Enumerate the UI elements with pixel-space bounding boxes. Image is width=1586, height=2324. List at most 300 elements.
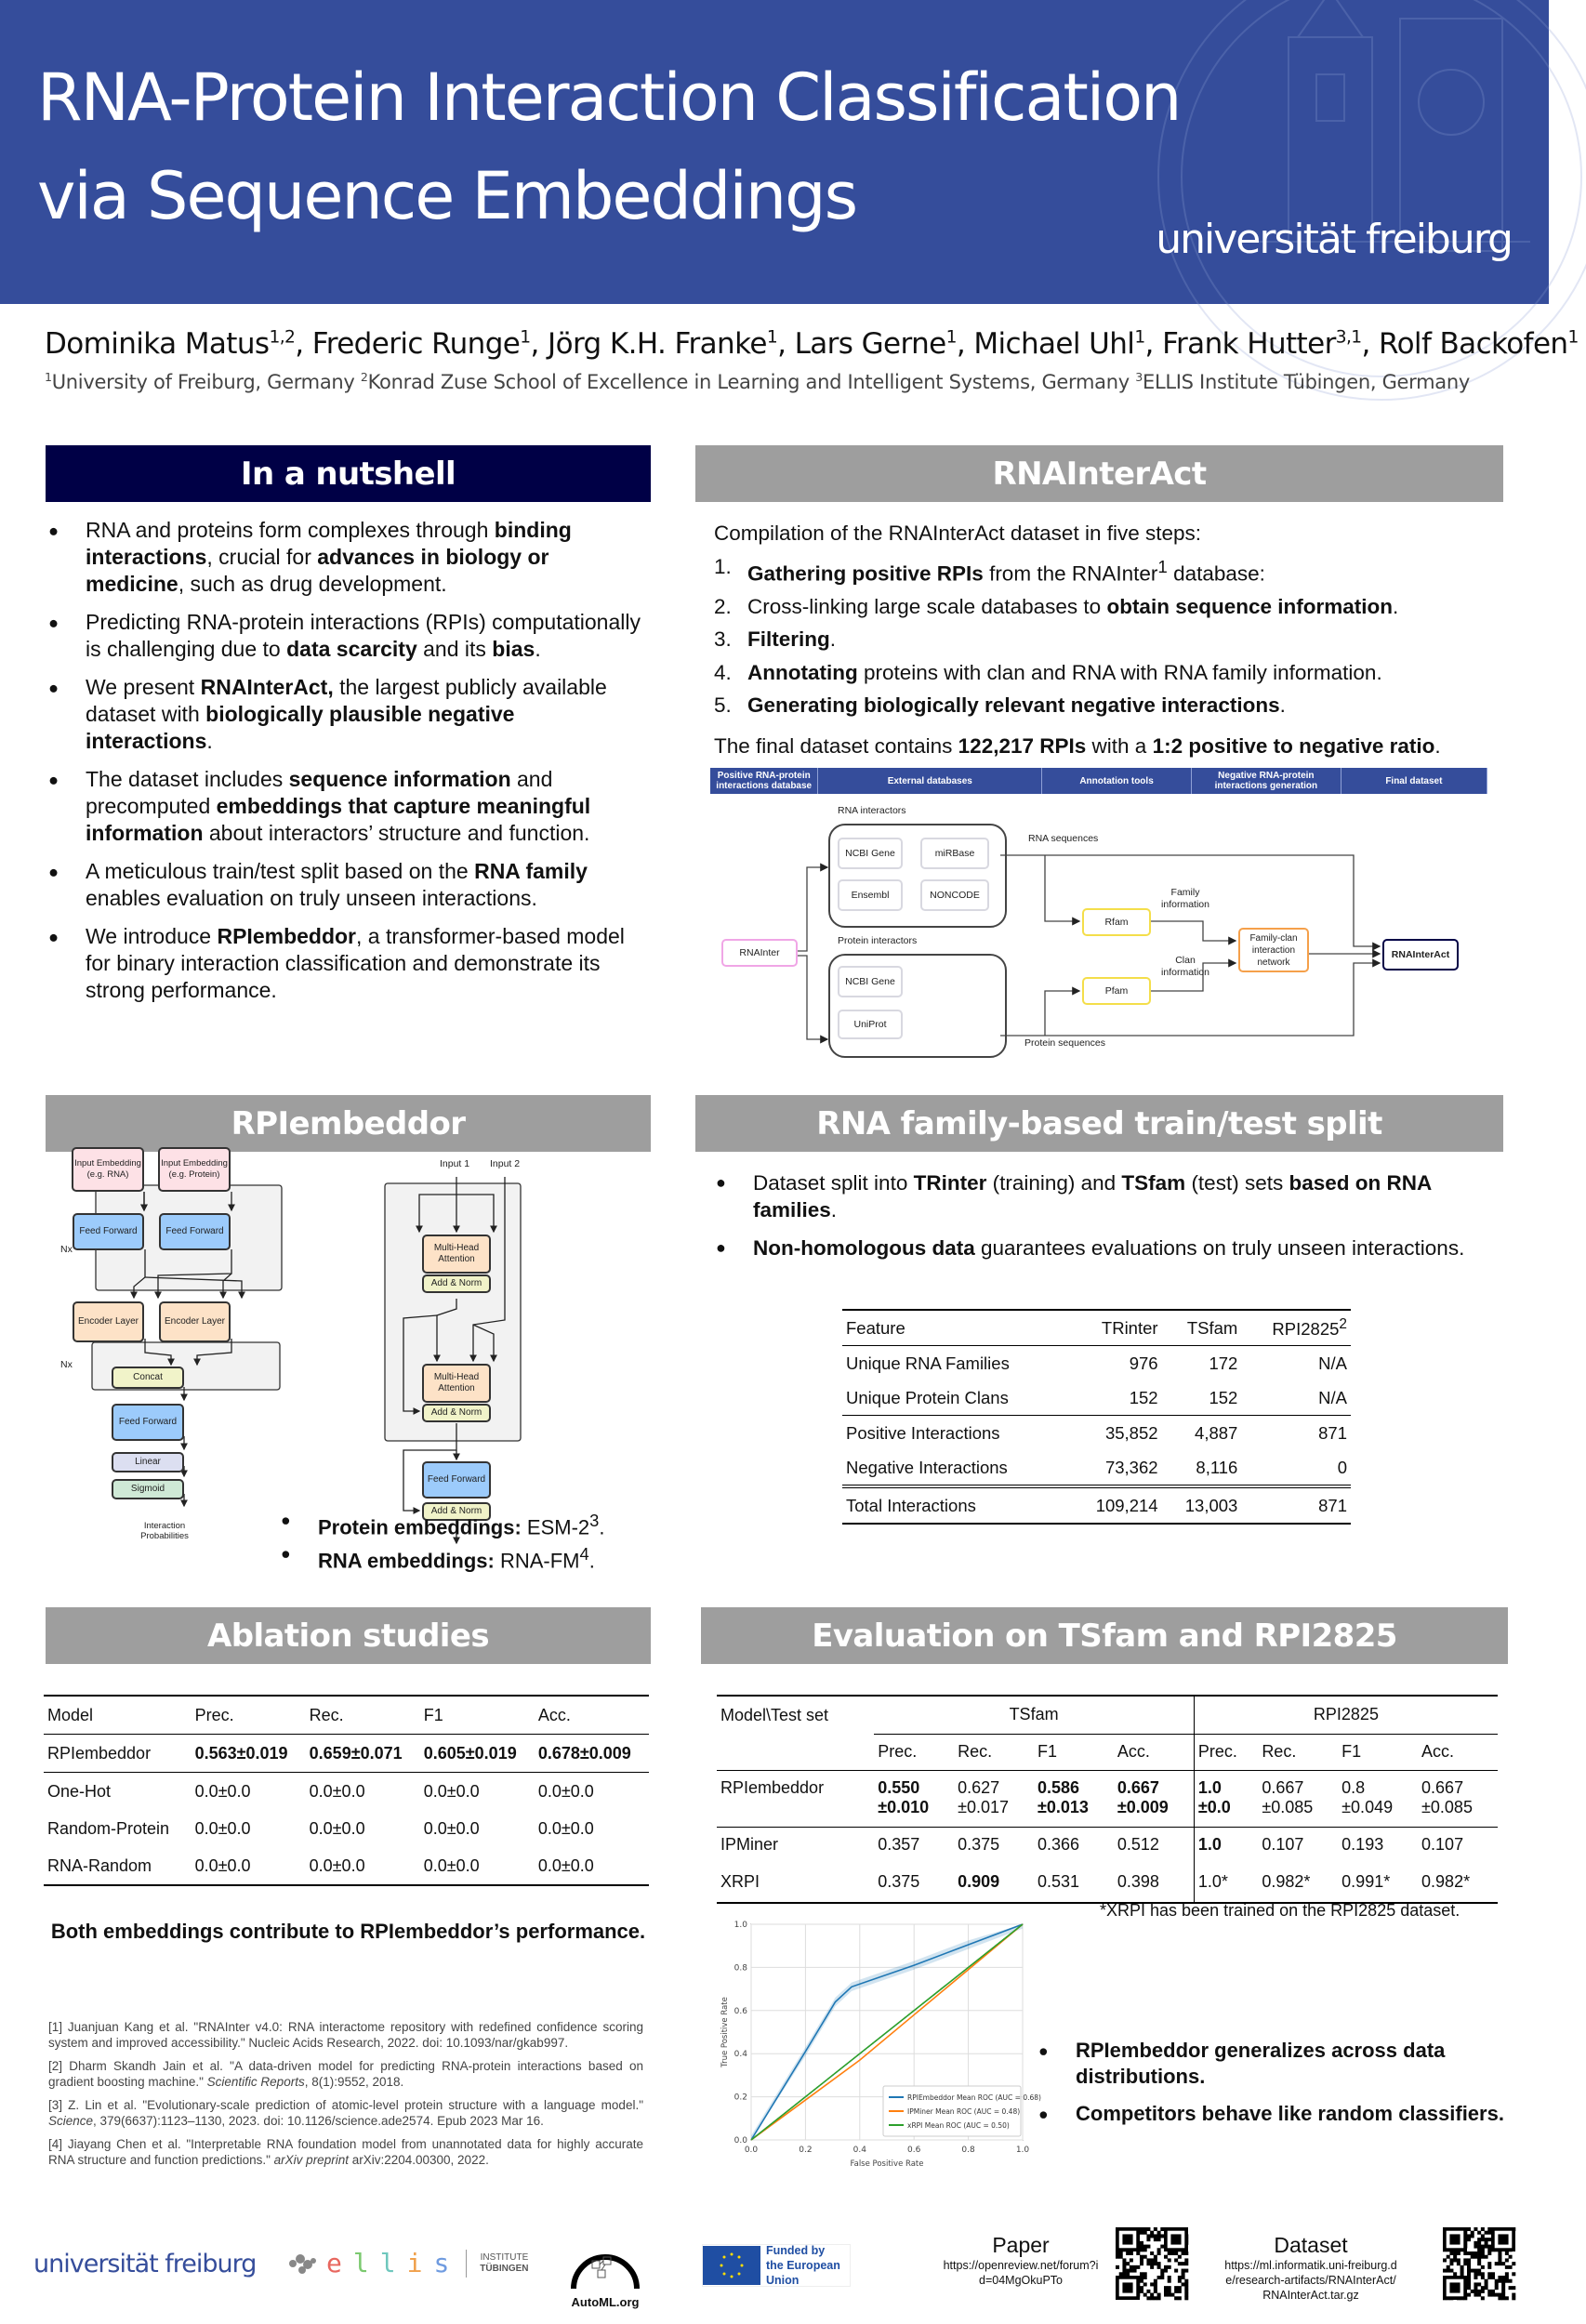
qr-module — [1160, 2272, 1164, 2276]
qr-module — [1182, 2276, 1185, 2279]
qr-module — [1182, 2251, 1185, 2255]
encoder-layer-protein: Encoder Layer — [159, 1301, 231, 1342]
bold-text: Generating biologically relevant negative interactions — [747, 693, 1280, 717]
qr-module — [1160, 2234, 1164, 2238]
eval-metric-header: Rec. — [958, 1742, 993, 1761]
dataset-url[interactable]: https://ml.informatik.uni-freiburg.de/research-artifacts/RNAInterAct/RNAInterAct.tar.gz — [1224, 2259, 1397, 2302]
qr-module — [1485, 2238, 1488, 2241]
db-ncbi-gene-protein: NCBI Gene — [838, 966, 903, 997]
y-axis-label: True Positive Rate — [720, 1997, 730, 2067]
eval-cell — [874, 1865, 954, 1903]
eval-cell — [1258, 1827, 1338, 1865]
qr-module — [1487, 2276, 1491, 2279]
ablation-cell: 0.0±0.0 — [537, 1781, 594, 1801]
qr-module — [1467, 2238, 1471, 2241]
paper-url[interactable]: https://openreview.net/forum?id=04MgOkuPTo — [943, 2259, 1099, 2287]
eval-cell — [1418, 1770, 1498, 1827]
ellis-letter: e — [326, 2248, 353, 2278]
qr-module — [1512, 2293, 1515, 2297]
qr-module — [1474, 2290, 1477, 2293]
qr-module — [1498, 2234, 1508, 2244]
qr-module — [1477, 2272, 1481, 2276]
ablation-header-row — [44, 1696, 649, 1735]
author-name: Rolf Backofen — [1379, 327, 1568, 361]
qr-module — [1481, 2286, 1485, 2290]
eval-value: 0.193 — [1341, 1834, 1384, 1854]
split-table-cell: 35,852 — [1104, 1422, 1158, 1443]
add-norm-1: Add & Norm — [422, 1274, 491, 1293]
eval-value: 0.107 — [1262, 1834, 1304, 1854]
text-run: [4] Jiayang Chen et al. "Interpretable RNA foundation model from unannotated data for highly accurate RNA structure and function predictions." — [48, 2137, 643, 2167]
qr-module — [1449, 2282, 1460, 2292]
qr-module — [1491, 2272, 1495, 2276]
qr-module — [1154, 2282, 1157, 2286]
eval-value: 0.366 — [1037, 1834, 1080, 1854]
bold-text: obtain sequence information — [1106, 594, 1393, 618]
qr-module — [1178, 2255, 1182, 2259]
author-separator: , — [295, 327, 312, 361]
ablation-cell: Random-Protein — [47, 1818, 170, 1838]
bold-text: 1:2 positive to negative ratio — [1152, 733, 1435, 758]
qr-module — [1460, 2272, 1464, 2276]
eval-stddev: ±0.010 — [878, 1797, 930, 1816]
qr-module — [1467, 2279, 1471, 2283]
qr-module — [1184, 2282, 1188, 2286]
tool-rfam: Rfam — [1082, 908, 1151, 936]
eu-flag-icon — [703, 2246, 760, 2285]
affiliation-sup: 1 — [45, 370, 52, 384]
qr-module — [1140, 2276, 1143, 2279]
bold-text: TSfam — [1121, 1171, 1186, 1195]
qr-module — [1178, 2286, 1182, 2290]
final-rnainteract: RNAInterAct — [1382, 939, 1459, 971]
qr-module — [1498, 2296, 1501, 2300]
qr-module — [1485, 2241, 1488, 2245]
qr-module — [1481, 2272, 1485, 2276]
qr-module — [1495, 2279, 1499, 2283]
eval-value: 0.375 — [958, 1834, 1000, 1854]
qr-module — [1164, 2290, 1168, 2293]
qr-module — [1130, 2265, 1133, 2269]
feed-forward-cross: Feed Forward — [422, 1461, 491, 1499]
qr-module — [1126, 2272, 1130, 2276]
qr-module — [1487, 2265, 1491, 2269]
eval-stddev: ±0.085 — [1262, 1797, 1314, 1816]
ablation-cell: 0.0±0.0 — [423, 1781, 480, 1801]
reference-entry — [48, 2058, 643, 2090]
x-tick-label: 0.4 — [852, 2146, 866, 2155]
eval-value: 0.586 — [1037, 1777, 1080, 1797]
clan-information-label: Clan information — [1161, 955, 1209, 978]
eval-metric-header: Rec. — [1262, 1742, 1297, 1761]
eval-model-name: IPMiner — [720, 1834, 779, 1854]
nutshell-bullet — [46, 674, 641, 755]
pipeline-column-header: Annotation tools — [1042, 768, 1192, 794]
qr-module — [1184, 2262, 1188, 2265]
ablation-header-cell: F1 — [423, 1705, 443, 1724]
eval-group-header-row — [717, 1696, 1498, 1734]
add-norm-2: Add & Norm — [422, 1404, 491, 1422]
split-table-cell: 152 — [1129, 1387, 1158, 1407]
qr-module — [1512, 2262, 1515, 2265]
qr-module — [1481, 2238, 1485, 2241]
qr-module — [1122, 2272, 1126, 2276]
qr-module — [1146, 2258, 1150, 2262]
qr-module — [1160, 2245, 1164, 2249]
embedding-bullets — [279, 1508, 651, 1576]
qr-module — [1154, 2258, 1157, 2262]
qr-module — [1485, 2255, 1488, 2259]
qr-module — [1481, 2255, 1485, 2259]
eval-cell — [1258, 1770, 1338, 1827]
qr-module — [1182, 2272, 1185, 2276]
qr-module — [1491, 2290, 1495, 2293]
qr-module — [1146, 2238, 1150, 2241]
qr-module — [1154, 2262, 1157, 2265]
affiliation-list — [45, 370, 1470, 393]
qr-module — [1154, 2296, 1157, 2300]
qr-module — [1136, 2265, 1140, 2269]
split-table-cell: 109,214 — [1095, 1495, 1158, 1515]
text-run: (training) and — [986, 1171, 1122, 1195]
qr-module — [1501, 2286, 1505, 2290]
qr-module — [1154, 2290, 1157, 2293]
x-axis-label: False Positive Rate — [850, 2159, 924, 2169]
ablation-cell: 0.678±0.009 — [537, 1743, 631, 1763]
ellis-wordmark — [326, 2248, 460, 2278]
qr-module — [1509, 2286, 1513, 2290]
europe-map-icon — [284, 2250, 321, 2278]
split-bullet — [714, 1169, 1513, 1223]
qr-module — [1130, 2258, 1133, 2262]
rpiembeddor-architecture-diagram — [37, 1158, 669, 1565]
qr-module — [1487, 2238, 1491, 2241]
split-table-row — [842, 1380, 1351, 1416]
text-run: arXiv preprint — [273, 2153, 349, 2167]
qr-module — [1119, 2272, 1123, 2276]
author-separator: , — [777, 327, 795, 361]
bold-text: Protein embeddings: — [318, 1515, 522, 1539]
qr-module — [1184, 2258, 1188, 2262]
rnainteract-summary — [714, 730, 1513, 763]
author-name: Michael Uhl — [973, 327, 1135, 361]
qr-module — [1164, 2286, 1168, 2290]
dataset-label: Dataset — [1274, 2233, 1348, 2257]
text-run: A meticulous train/test split based on the — [86, 859, 475, 883]
text-run: Cross-linking large scale databases to — [747, 594, 1107, 618]
qr-module — [1143, 2282, 1147, 2286]
qr-module — [1157, 2234, 1161, 2238]
legend-entry: IPMiner Mean ROC (AUC = 0.48) — [907, 2107, 1021, 2116]
references-list — [48, 2019, 643, 2175]
qr-module — [1140, 2241, 1143, 2245]
affiliation-sup: 3 — [1135, 370, 1143, 384]
qr-module — [1453, 2255, 1457, 2259]
qr-module — [1168, 2251, 1171, 2255]
qr-module — [1154, 2286, 1157, 2290]
text-run: [2] Dharm Skandh Jain et al. "A data-driven model for predicting RNA-protein interactions based on gradient boosting machine." — [48, 2059, 643, 2089]
qr-module — [1130, 2251, 1133, 2255]
ablation-cell: 0.0±0.0 — [194, 1855, 251, 1875]
bold-text: Gathering positive RPIs — [747, 561, 984, 585]
author-name: Frank Hutter — [1162, 327, 1336, 361]
qr-module — [1457, 2251, 1460, 2255]
eval-value: 1.0* — [1197, 1871, 1228, 1891]
split-table-cell: 871 — [1318, 1422, 1347, 1443]
qr-module — [1447, 2265, 1450, 2269]
split-table-row — [842, 1346, 1351, 1381]
ablation-cell: 0.0±0.0 — [194, 1781, 251, 1801]
poster-title — [37, 48, 1180, 245]
qr-module — [1453, 2251, 1457, 2255]
rnainteract-text — [714, 517, 1513, 762]
qr-module — [1143, 2276, 1147, 2279]
qr-module — [1150, 2251, 1154, 2255]
pipeline-column-header: Final dataset — [1341, 768, 1487, 794]
split-table-cell: Negative Interactions — [846, 1457, 1008, 1477]
qr-module — [1154, 2255, 1157, 2259]
qr-module — [1467, 2262, 1471, 2265]
bold-text: Annotating — [747, 660, 858, 684]
qr-module — [1474, 2227, 1477, 2231]
split-table-cell: Total Interactions — [846, 1495, 976, 1515]
author-affiliation-sup: 1 — [1134, 327, 1145, 348]
text-run: RNA and proteins form complexes through — [86, 518, 495, 542]
eval-stddev: ±0.017 — [958, 1797, 1010, 1816]
eval-metric-header: F1 — [1341, 1742, 1362, 1761]
paper-link-block[interactable] — [932, 2233, 1109, 2288]
text-run: Dataset split into — [753, 1171, 914, 1195]
qr-module — [1168, 2276, 1171, 2279]
output-label: Interaction Probabilities — [140, 1521, 189, 1541]
qr-module — [1182, 2282, 1185, 2286]
qr-module — [1126, 2262, 1130, 2265]
qr-module — [1487, 2272, 1491, 2276]
eval-value: 0.667 — [1262, 1777, 1304, 1797]
qr-module — [1157, 2265, 1161, 2269]
ablation-cell: 0.0±0.0 — [537, 1855, 594, 1875]
eval-cell — [1258, 1865, 1338, 1903]
qr-module — [1501, 2290, 1505, 2293]
qr-module — [1168, 2293, 1171, 2297]
qr-module — [1122, 2269, 1126, 2273]
text-run: ESM-2 — [521, 1515, 590, 1539]
qr-module — [1481, 2251, 1485, 2255]
qr-module — [1487, 2227, 1491, 2231]
ellis-institute-text: INSTITUTE — [480, 2251, 529, 2263]
qr-module — [1463, 2262, 1467, 2265]
split-table-cell: 172 — [1209, 1353, 1238, 1373]
qr-module — [1474, 2276, 1477, 2279]
pipeline-column-header: External databases — [818, 768, 1042, 794]
eu-funding-text — [766, 2243, 850, 2288]
paper-qr-code[interactable] — [1116, 2227, 1188, 2300]
qr-module — [1154, 2227, 1157, 2231]
qr-module — [1178, 2279, 1182, 2283]
qr-module — [1495, 2282, 1499, 2286]
qr-module — [1174, 2258, 1178, 2262]
encoder-layer-rna: Encoder Layer — [73, 1301, 144, 1342]
rnainteract-step — [714, 656, 1513, 690]
evaluation-bullet: ● RPIembeddor generalizes across data distributions. — [1037, 2038, 1520, 2090]
ablation-cell: 0.659±0.071 — [309, 1743, 403, 1763]
eval-model-name: XRPI — [720, 1871, 760, 1891]
qr-module — [1119, 2251, 1123, 2255]
qr-module — [1487, 2290, 1491, 2293]
split-table-cell: 8,116 — [1196, 1457, 1238, 1477]
x-tick-label: 1.0 — [1015, 2146, 1030, 2155]
eval-cell — [1114, 1770, 1195, 1827]
eval-stddev: ±0.013 — [1037, 1797, 1089, 1816]
split-table-header-cell: TRinter — [1101, 1317, 1158, 1338]
ablation-row — [44, 1847, 649, 1885]
text-run: Science — [48, 2114, 94, 2128]
text-run: Predicting RNA-protein interactions (RPIs) computationally is challenging due to — [86, 610, 641, 661]
qr-module — [1140, 2258, 1143, 2262]
ablation-header-cell: Prec. — [194, 1705, 234, 1724]
eval-cell — [1338, 1770, 1418, 1827]
qr-module — [1457, 2258, 1460, 2262]
feed-forward-head: Feed Forward — [112, 1404, 184, 1441]
qr-module — [1485, 2245, 1488, 2249]
qr-module — [1474, 2282, 1477, 2286]
y-tick-label: 0.8 — [734, 1963, 747, 1974]
step-number: 2. — [714, 594, 732, 618]
qr-module — [1126, 2251, 1130, 2255]
qr-module — [1184, 2269, 1188, 2273]
bold-text: sequence information — [288, 767, 511, 791]
author-name: Dominika Matus — [45, 327, 270, 361]
section-heading-split: RNA family-based train/test split — [695, 1095, 1503, 1152]
qr-module — [1463, 2258, 1467, 2262]
text-run: . — [830, 1198, 838, 1221]
eval-cell — [1194, 1865, 1258, 1903]
eval-cell — [954, 1827, 1034, 1865]
eval-stddev: ±0.085 — [1421, 1797, 1473, 1816]
evaluation-footnote: *XRPI has been trained on the RPI2825 dataset. — [1100, 1901, 1460, 1920]
eval-metric-header: Prec. — [1194, 1734, 1258, 1770]
bold-text: RNAInterAct, — [200, 675, 334, 699]
split-table-cell: Positive Interactions — [846, 1422, 1000, 1443]
qr-module — [1140, 2290, 1143, 2293]
qr-module — [1160, 2227, 1164, 2231]
qr-module — [1495, 2262, 1499, 2265]
qr-module — [1467, 2258, 1471, 2262]
ellis-letter: l — [352, 2248, 380, 2278]
qr-module — [1474, 2269, 1477, 2273]
qr-module — [1146, 2262, 1150, 2265]
text-run: and its — [416, 637, 493, 661]
y-tick-label: 0.6 — [734, 2006, 747, 2016]
qr-module — [1512, 2272, 1515, 2276]
qr-module — [1184, 2296, 1188, 2300]
qr-module — [1498, 2279, 1501, 2283]
qr-module — [1150, 2258, 1154, 2262]
qr-module — [1182, 2262, 1185, 2265]
author-affiliation-sup: 1 — [945, 327, 957, 348]
step-number: 3. — [714, 627, 732, 651]
qr-module — [1474, 2255, 1477, 2259]
split-table-header — [842, 1310, 1351, 1346]
split-table-cell: 73,362 — [1104, 1457, 1158, 1477]
qr-module — [1178, 2262, 1182, 2265]
qr-module — [1505, 2276, 1509, 2279]
text-run: . — [829, 627, 837, 651]
qr-module — [1133, 2269, 1137, 2273]
qr-module — [1184, 2251, 1188, 2255]
author-affiliation-sup: 1 — [1567, 327, 1579, 348]
text-run: We introduce — [86, 924, 218, 948]
dataset-split-table — [842, 1309, 1351, 1525]
ablation-cell: 0.0±0.0 — [309, 1781, 365, 1801]
eu-funding-logo — [702, 2244, 851, 2287]
qr-module — [1467, 2282, 1471, 2286]
split-table-cell: N/A — [1318, 1387, 1347, 1407]
qr-module — [1453, 2272, 1457, 2276]
qr-module — [1487, 2248, 1491, 2251]
eval-value: 0.909 — [958, 1871, 1000, 1891]
dataset-link-block[interactable] — [1223, 2233, 1399, 2303]
qr-module — [1495, 2293, 1499, 2297]
affiliation-name: University of Freiburg, Germany — [51, 371, 361, 393]
eval-cell — [954, 1770, 1034, 1827]
qr-module — [1474, 2251, 1477, 2255]
qr-module — [1164, 2293, 1168, 2297]
qr-module — [1505, 2265, 1509, 2269]
roc-curve-chart — [716, 1915, 1041, 2185]
split-bullets — [714, 1169, 1513, 1273]
qr-module — [1477, 2238, 1481, 2241]
qr-module — [1477, 2241, 1481, 2245]
text-run: proteins with clan and RNA with RNA family information. — [857, 660, 1382, 684]
qr-module — [1474, 2293, 1477, 2297]
nutshell-bullet — [46, 858, 641, 912]
qr-module — [1485, 2279, 1488, 2283]
qr-module — [1477, 2245, 1481, 2249]
step-number: 4. — [714, 660, 732, 684]
qr-module — [1505, 2272, 1509, 2276]
split-bullet — [714, 1235, 1513, 1261]
dataset-qr-code[interactable] — [1443, 2227, 1515, 2300]
text-run: (test) sets — [1185, 1171, 1289, 1195]
ablation-cell: 0.0±0.0 — [537, 1818, 594, 1838]
qr-module — [1501, 2279, 1505, 2283]
qr-module — [1122, 2282, 1132, 2292]
feed-forward-protein: Feed Forward — [159, 1213, 231, 1250]
pipeline-column-header: Positive RNA-protein interactions database — [710, 768, 818, 794]
text-run: database: — [1167, 561, 1265, 585]
eval-cell — [1418, 1827, 1498, 1865]
qr-module — [1481, 2227, 1485, 2231]
eval-model-name: RPIembeddor — [720, 1777, 825, 1797]
split-table-cell: Unique Protein Clans — [846, 1387, 1009, 1407]
qr-module — [1122, 2265, 1126, 2269]
bold-text: data scarcity — [286, 637, 417, 661]
ablation-row — [44, 1773, 649, 1811]
qr-module — [1174, 2251, 1178, 2255]
split-table-row — [842, 1486, 1351, 1524]
bold-text: RNA family — [474, 859, 588, 883]
eval-metric-header-row — [717, 1734, 1498, 1770]
qr-module — [1509, 2255, 1513, 2259]
qr-module — [1164, 2265, 1168, 2269]
rnainteract-intro: Compilation of the RNAInterAct dataset in five steps: — [714, 522, 1202, 545]
author-name: Lars Gerne — [794, 327, 946, 361]
section-heading-rnainteract: RNAInterAct — [695, 445, 1503, 502]
qr-module — [1505, 2251, 1509, 2255]
eval-empty-cell — [717, 1734, 874, 1770]
text-run: . — [206, 729, 213, 753]
